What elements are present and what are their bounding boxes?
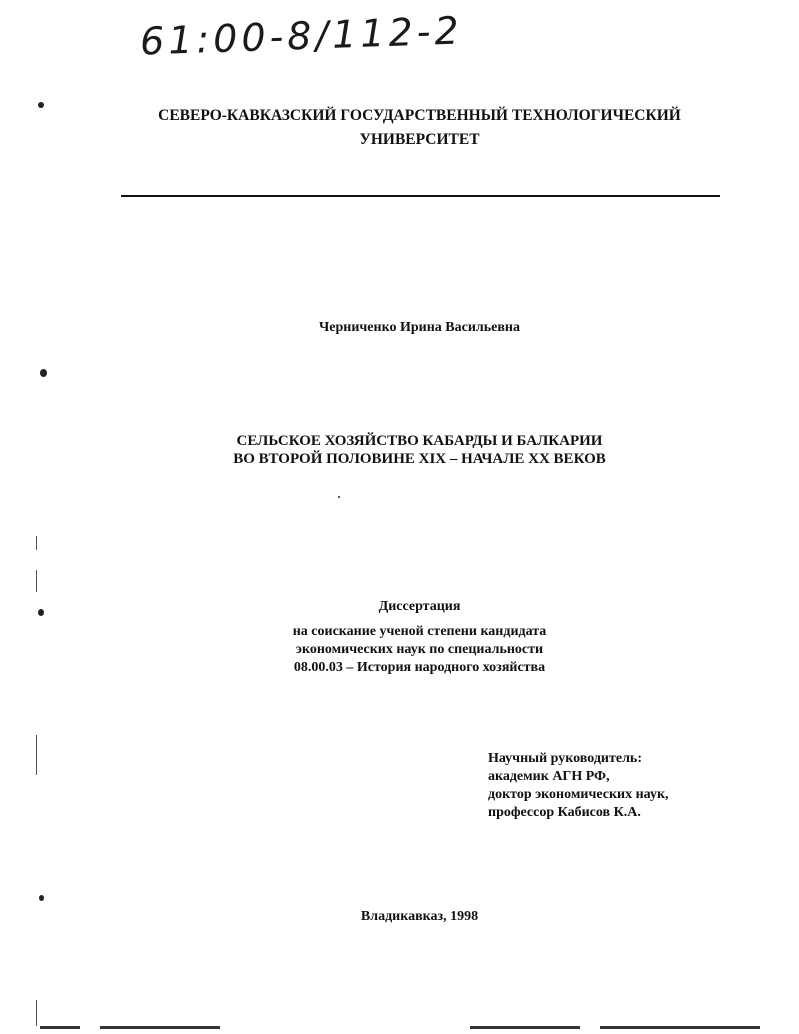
author-name: Черниченко Ирина Васильевна xyxy=(319,320,520,335)
scan-bottom-edge xyxy=(40,1026,80,1029)
scan-edge xyxy=(36,735,37,775)
supervisor-line-1: академик АГН РФ, xyxy=(488,769,610,784)
dissertation-title-line-2: ВО ВТОРОЙ ПОЛОВИНЕ XIX – НАЧАЛЕ XX ВЕКОВ xyxy=(233,451,606,467)
dissertation-title xyxy=(20,432,799,468)
city-year: Владикавказ, 1998 xyxy=(360,909,479,924)
scan-bottom-edge xyxy=(100,1026,220,1029)
supervisor-block xyxy=(488,750,669,822)
university-name xyxy=(20,104,799,152)
degree-line-1: на соискание ученой степени кандидата xyxy=(292,624,547,639)
header-divider xyxy=(121,195,720,197)
degree-description xyxy=(20,623,799,677)
supervisor-line-2: доктор экономических наук, xyxy=(488,787,669,802)
handwritten-archive-mark: 61:00-8/112-2 xyxy=(139,8,464,64)
scan-speck xyxy=(38,102,44,108)
document-type: Диссертация xyxy=(378,599,461,614)
scan-bottom-edge xyxy=(470,1026,580,1029)
degree-line-2: экономических наук по специальности xyxy=(295,642,544,657)
dissertation-title-line-1: СЕЛЬСКОЕ ХОЗЯЙСТВО КАБАРДЫ И БАЛКАРИИ xyxy=(236,433,603,449)
university-name-line-2: УНИВЕРСИТЕТ xyxy=(359,131,480,148)
scan-speck xyxy=(38,609,44,616)
scan-speck xyxy=(39,895,44,901)
scan-edge xyxy=(36,1000,37,1026)
scan-edge xyxy=(36,536,37,550)
degree-line-3: 08.00.03 – История народного хозяйства xyxy=(293,660,546,675)
scan-bottom-edge xyxy=(600,1026,760,1029)
supervisor-line-3: профессор Кабисов К.А. xyxy=(488,805,641,820)
scan-speck xyxy=(338,496,340,498)
scan-speck xyxy=(40,369,47,377)
supervisor-heading: Научный руководитель: xyxy=(488,751,642,766)
scan-edge xyxy=(36,570,37,592)
university-name-line-1: СЕВЕРО-КАВКАЗСКИЙ ГОСУДАРСТВЕННЫЙ ТЕХНОЛОГИЧЕСКИЙ xyxy=(158,107,681,124)
